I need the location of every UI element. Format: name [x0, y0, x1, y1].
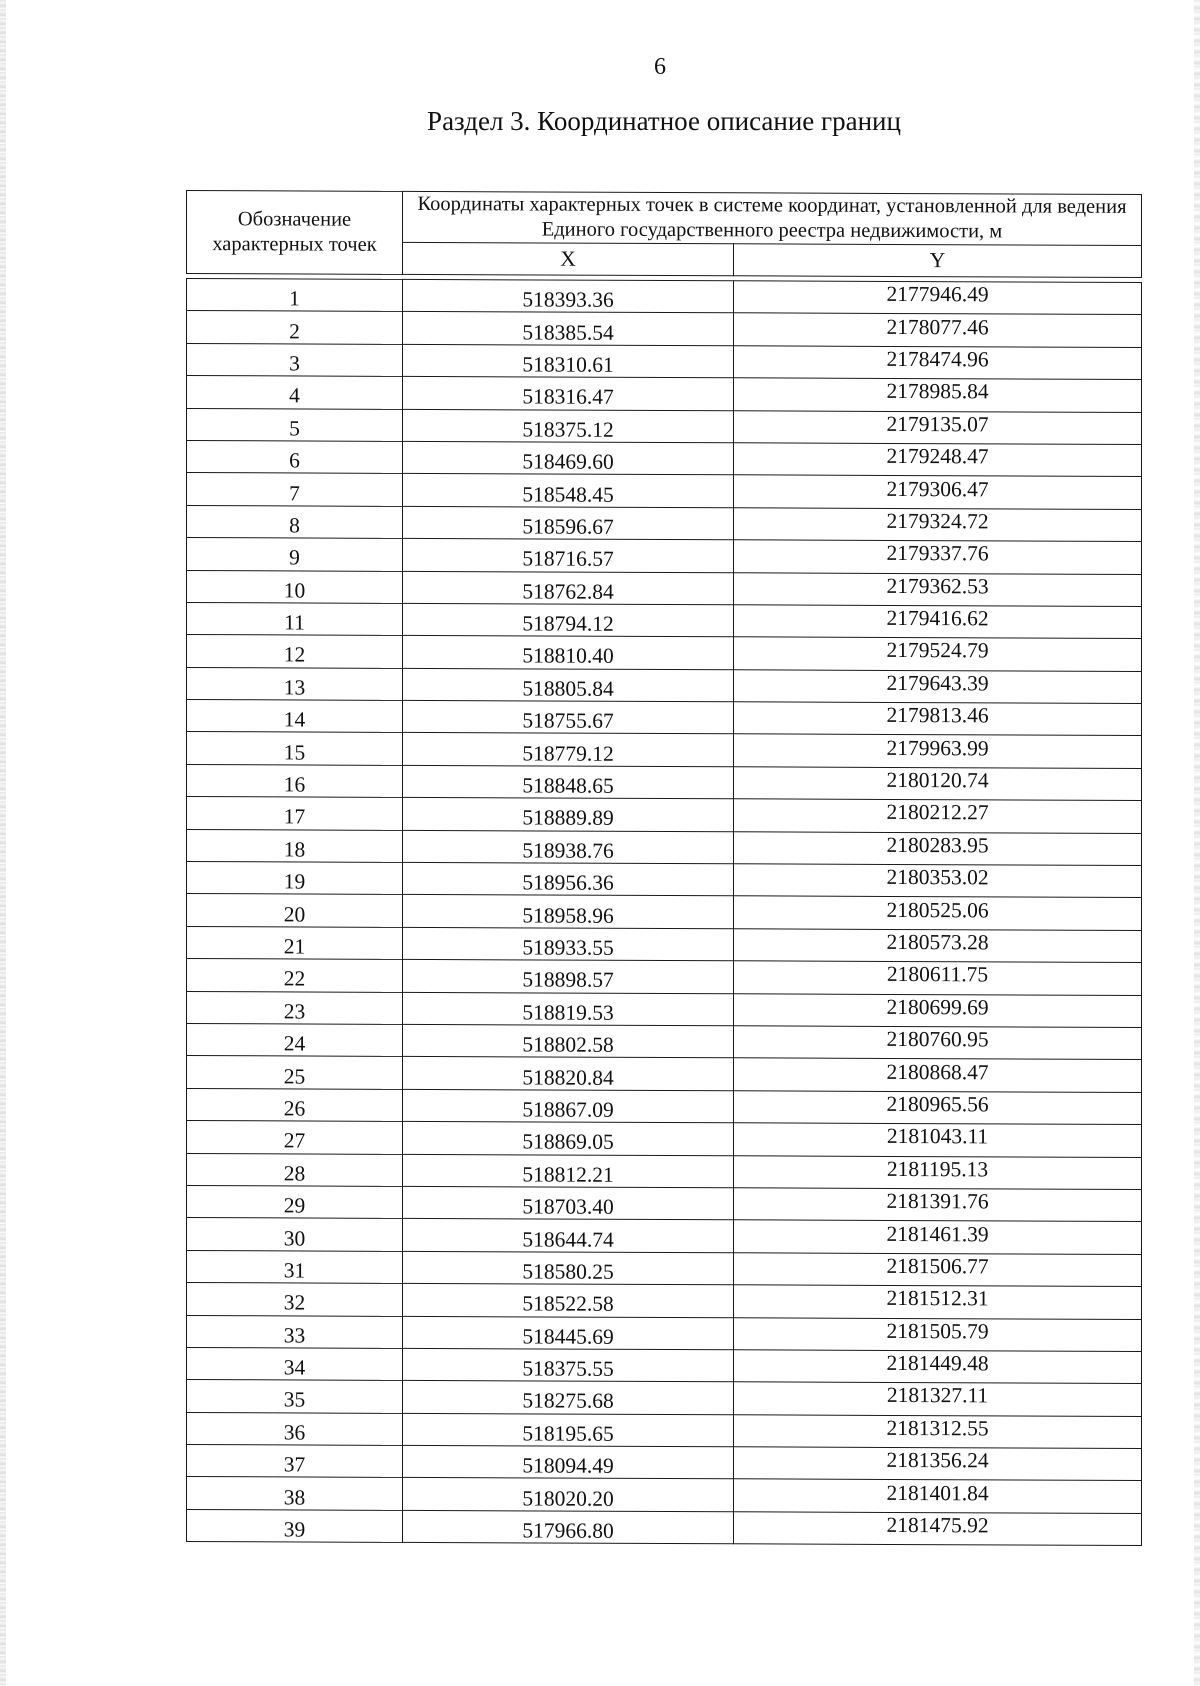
- point-number-cell: [187, 635, 403, 668]
- x-coordinate: 518445.69: [522, 1324, 614, 1349]
- table-row: [187, 376, 1142, 412]
- x-coordinate-cell: [403, 1057, 734, 1091]
- x-coordinate-cell: [403, 1348, 734, 1382]
- point-number-cell: [187, 1185, 403, 1218]
- point-number: 8: [289, 513, 300, 538]
- y-coordinate: 2179416.62: [886, 606, 989, 631]
- x-coordinate: 518522.58: [522, 1291, 614, 1317]
- y-coordinate: 2179362.53: [886, 573, 989, 599]
- x-coordinate-cell: [403, 1316, 734, 1350]
- point-number: 11: [284, 610, 305, 635]
- x-coordinate-cell: [403, 1122, 734, 1156]
- y-coordinate-cell: [734, 410, 1142, 444]
- table-row: [187, 991, 1142, 1027]
- point-number: 3: [289, 351, 300, 376]
- x-coordinate: 518810.40: [522, 643, 614, 669]
- y-coordinate: 2181449.48: [886, 1351, 989, 1376]
- y-coordinate-cell: [734, 443, 1142, 477]
- y-coordinate-cell: [734, 961, 1142, 995]
- x-coordinate-cell: [403, 733, 734, 767]
- x-coordinate: 518869.05: [522, 1129, 614, 1155]
- x-coordinate-cell: [403, 603, 734, 637]
- y-coordinate: 2181506.77: [886, 1253, 989, 1279]
- x-coordinate-cell: [403, 927, 734, 961]
- table-row: [187, 1088, 1142, 1124]
- y-coordinate: 2181043.11: [886, 1124, 989, 1149]
- point-number-cell: [187, 1218, 403, 1251]
- x-coordinate-cell: [403, 1154, 734, 1188]
- y-coordinate-cell: [734, 346, 1142, 380]
- point-number-cell: [187, 343, 403, 376]
- y-coordinate-cell: [734, 281, 1142, 315]
- y-coordinate-cell: [734, 799, 1142, 833]
- x-coordinate-cell: [403, 862, 734, 896]
- point-number: 20: [283, 902, 306, 927]
- point-number: 27: [283, 1128, 306, 1153]
- x-coordinate-cell: [403, 830, 734, 864]
- x-coordinate: 518375.12: [522, 417, 614, 442]
- x-coordinate: 518889.89: [522, 805, 614, 831]
- point-number: 17: [283, 804, 306, 829]
- y-coordinate-cell: [734, 475, 1142, 509]
- y-coordinate: 2180212.27: [886, 800, 989, 825]
- x-coordinate-cell: [403, 992, 734, 1026]
- y-coordinate-cell: [734, 508, 1142, 542]
- x-coordinate: 517966.80: [522, 1518, 614, 1543]
- y-coordinate-cell: [734, 1317, 1142, 1351]
- y-coordinate: 2180120.74: [886, 767, 989, 793]
- x-coordinate-cell: [403, 377, 734, 411]
- point-number-cell: [187, 764, 403, 797]
- coordinates-table: [186, 190, 1142, 1546]
- x-coordinate-cell: [403, 960, 734, 994]
- y-coordinate: 2181505.79: [886, 1318, 989, 1344]
- y-coordinate-cell: [734, 1091, 1142, 1125]
- y-coordinate-cell: [734, 605, 1142, 639]
- point-number: 19: [283, 869, 306, 894]
- y-coordinate: 2180525.06: [886, 897, 989, 922]
- y-coordinate: 2180965.56: [886, 1091, 989, 1117]
- y-coordinate: 2178077.46: [886, 314, 989, 339]
- y-coordinate-cell: [734, 1220, 1142, 1254]
- y-coordinate: 2180573.28: [886, 929, 989, 955]
- x-coordinate: 518385.54: [522, 319, 614, 345]
- y-coordinate-cell: [734, 1123, 1142, 1157]
- y-coordinate-cell: [734, 313, 1142, 347]
- x-coordinate: 518794.12: [522, 611, 614, 636]
- point-number-cell: [187, 1283, 403, 1316]
- x-coordinate-cell: [403, 1219, 734, 1253]
- y-coordinate-cell: [734, 702, 1142, 736]
- point-number-cell: [187, 1315, 403, 1348]
- x-coordinate-cell: [403, 441, 734, 475]
- x-coordinate: 518762.84: [522, 579, 614, 604]
- x-coordinate-cell: [403, 1510, 734, 1544]
- y-coordinate: 2180283.95: [886, 832, 989, 858]
- point-number-cell: [187, 1509, 403, 1542]
- y-coordinate: 2181327.11: [886, 1383, 989, 1408]
- point-number-cell: [187, 894, 403, 927]
- y-coordinate-cell: [734, 1058, 1142, 1092]
- table-row: [187, 1477, 1142, 1513]
- x-coordinate: 518094.49: [522, 1453, 614, 1479]
- table-row: [187, 764, 1142, 800]
- point-number: 16: [283, 772, 306, 797]
- y-coordinate: 2177946.49: [886, 282, 989, 307]
- point-number: 18: [283, 837, 306, 862]
- x-coordinate-cell: [403, 1445, 734, 1479]
- point-number: 12: [283, 642, 306, 667]
- point-number: 28: [283, 1161, 306, 1186]
- point-number-cell: [187, 926, 403, 959]
- scan-edge-right: [1194, 0, 1200, 1686]
- y-coordinate: 2181312.55: [886, 1415, 989, 1441]
- table-row: [187, 440, 1142, 476]
- x-coordinate-cell: [403, 312, 734, 346]
- point-number: 25: [283, 1063, 306, 1089]
- x-coordinate: 518548.45: [522, 481, 614, 507]
- y-coordinate-cell: [734, 1414, 1142, 1448]
- y-coordinate: 2178985.84: [886, 379, 989, 404]
- x-coordinate-cell: [403, 765, 734, 799]
- table-row: [187, 570, 1142, 606]
- y-coordinate: 2180868.47: [886, 1059, 989, 1084]
- y-coordinate: 2179643.39: [886, 670, 989, 696]
- table-row: [187, 829, 1142, 865]
- point-number: 36: [283, 1420, 306, 1445]
- y-coordinate: 2178474.96: [886, 346, 989, 372]
- x-coordinate: 518779.12: [522, 741, 614, 766]
- y-coordinate-cell: [734, 572, 1142, 606]
- x-coordinate: 518020.20: [522, 1486, 614, 1511]
- x-coordinate-cell: [403, 344, 734, 378]
- y-coordinate-cell: [734, 1447, 1142, 1481]
- point-number-cell: [187, 440, 403, 473]
- y-coordinate-cell: [734, 1350, 1142, 1384]
- point-number-cell: [187, 1250, 403, 1283]
- y-coordinate: 2179248.47: [886, 444, 989, 469]
- y-coordinate-cell: [734, 864, 1142, 898]
- point-number: 35: [283, 1387, 306, 1412]
- point-number: 39: [283, 1517, 306, 1542]
- x-coordinate-cell: [403, 409, 734, 443]
- point-number: 9: [289, 545, 300, 570]
- point-number: 38: [283, 1485, 306, 1510]
- table-row: [187, 1315, 1142, 1351]
- y-coordinate-cell: [734, 896, 1142, 930]
- table-row: [187, 1347, 1142, 1383]
- section-title: Раздел 3. Координатное описание границ: [427, 106, 901, 136]
- y-coordinate-cell: [734, 1512, 1142, 1546]
- y-coordinate-cell: [734, 540, 1142, 574]
- point-number: 15: [283, 740, 306, 765]
- table-row: [187, 700, 1142, 736]
- table-row: [187, 473, 1142, 509]
- point-number: 23: [283, 999, 306, 1024]
- x-coordinate: 518703.40: [522, 1194, 614, 1219]
- x-coordinate: 518938.76: [522, 838, 614, 863]
- x-coordinate: 518375.55: [522, 1356, 614, 1381]
- y-coordinate: 2181356.24: [886, 1448, 989, 1473]
- x-coordinate: 518819.53: [522, 1000, 614, 1025]
- point-number: 5: [289, 416, 300, 441]
- y-coordinate-cell: [734, 734, 1142, 768]
- point-number-cell: [187, 732, 403, 765]
- y-coordinate-cell: [734, 1253, 1142, 1287]
- x-coordinate-cell: [403, 506, 734, 540]
- x-coordinate: 518958.96: [522, 903, 614, 928]
- table-row: [187, 926, 1142, 962]
- point-number-cell: [187, 667, 403, 700]
- x-coordinate: 518820.84: [522, 1064, 614, 1090]
- x-coordinate-cell: [403, 1413, 734, 1447]
- x-coordinate-cell: [403, 1478, 734, 1512]
- coordinates-table-wrap: [186, 190, 1141, 1546]
- point-number: 30: [283, 1225, 306, 1251]
- x-coordinate: 518275.68: [522, 1388, 614, 1414]
- point-number-cell: [187, 1380, 403, 1413]
- y-coordinate-cell: [734, 1479, 1142, 1513]
- point-number: 31: [283, 1258, 306, 1283]
- x-coordinate: 518316.47: [522, 384, 614, 410]
- x-coordinate-cell: [403, 1381, 734, 1415]
- y-coordinate-cell: [734, 378, 1142, 412]
- x-coordinate: 518956.36: [522, 870, 614, 896]
- y-coordinate-cell: [734, 1285, 1142, 1319]
- y-coordinate: 2180611.75: [886, 962, 989, 987]
- y-coordinate: 2179813.46: [886, 703, 989, 728]
- table-row: [187, 1250, 1142, 1286]
- point-number-cell: [187, 797, 403, 830]
- point-number-cell: [187, 1445, 403, 1478]
- x-coordinate-cell: [403, 668, 734, 702]
- table-row: [187, 505, 1142, 541]
- x-coordinate: 518933.55: [522, 935, 614, 960]
- y-coordinate-cell: [734, 1026, 1142, 1060]
- table-row: [187, 862, 1142, 898]
- header-x: X: [403, 242, 734, 275]
- point-number: 4: [289, 383, 300, 408]
- x-coordinate: 518812.21: [522, 1162, 614, 1187]
- table-row: [187, 797, 1142, 833]
- x-coordinate-cell: [403, 1284, 734, 1318]
- x-coordinate-cell: [403, 279, 734, 313]
- point-number-cell: [187, 1347, 403, 1380]
- point-number-cell: [187, 991, 403, 1024]
- coordinates-table-body: [187, 279, 1142, 1546]
- table-row: [187, 732, 1142, 768]
- y-coordinate: 2181475.92: [886, 1512, 989, 1538]
- y-coordinate-cell: [734, 831, 1142, 865]
- table-row: [187, 1218, 1142, 1254]
- header-coordinates: Координаты характерных точек в системе координат, установленной для ведения Единого государственного реестра недвижимости, м: [403, 191, 1142, 245]
- x-coordinate: 518898.57: [522, 967, 614, 993]
- y-coordinate: 2180760.95: [886, 1027, 989, 1052]
- table-row: [187, 959, 1142, 995]
- y-coordinate-cell: [734, 1382, 1142, 1416]
- point-number: 29: [283, 1193, 306, 1218]
- point-number-cell: [187, 311, 403, 344]
- point-number-cell: [187, 1121, 403, 1154]
- x-coordinate: 518805.84: [522, 676, 614, 701]
- y-coordinate: 2179306.47: [886, 476, 989, 501]
- point-number: 34: [283, 1355, 306, 1380]
- x-coordinate: 518393.36: [522, 287, 614, 312]
- y-coordinate: 2179337.76: [886, 541, 989, 566]
- table-row: [187, 667, 1142, 703]
- point-number-cell: [187, 959, 403, 992]
- y-coordinate-cell: [734, 1188, 1142, 1222]
- point-number: 14: [283, 707, 306, 732]
- point-number-cell: [187, 829, 403, 862]
- y-coordinate: 2181512.31: [886, 1286, 989, 1311]
- y-coordinate: 2181391.76: [886, 1189, 989, 1214]
- header-point-designation: Обозначение характерных точек: [187, 191, 403, 275]
- point-number: 37: [283, 1452, 306, 1477]
- x-coordinate-cell: [403, 1024, 734, 1058]
- x-coordinate: 518867.09: [522, 1097, 614, 1122]
- x-coordinate: 518469.60: [522, 449, 614, 474]
- y-coordinate-cell: [734, 767, 1142, 801]
- table-row: [187, 311, 1142, 347]
- table-row: [187, 1121, 1142, 1157]
- y-coordinate: 2179135.07: [886, 411, 989, 437]
- point-number-cell: [187, 473, 403, 506]
- table-row: [187, 1153, 1142, 1189]
- point-number: 7: [289, 480, 300, 506]
- x-coordinate-cell: [403, 1251, 734, 1285]
- x-coordinate: 518596.67: [522, 514, 614, 539]
- point-number-cell: [187, 1153, 403, 1186]
- x-coordinate: 518310.61: [522, 352, 614, 377]
- point-number: 1: [289, 286, 300, 311]
- point-number-cell: [187, 862, 403, 895]
- table-row: [187, 894, 1142, 930]
- table-row: [187, 1509, 1142, 1545]
- point-number-cell: [187, 1477, 403, 1510]
- table-row: [187, 408, 1142, 444]
- x-coordinate: 518716.57: [522, 546, 614, 572]
- y-coordinate-cell: [734, 1155, 1142, 1189]
- point-number-cell: [187, 700, 403, 733]
- x-coordinate: 518802.58: [522, 1032, 614, 1057]
- y-coordinate: 2179963.99: [886, 735, 989, 761]
- x-coordinate: 518195.65: [522, 1421, 614, 1446]
- point-number: 2: [289, 319, 300, 344]
- table-row: [187, 635, 1142, 671]
- point-number-cell: [187, 1088, 403, 1121]
- point-number-cell: [187, 1412, 403, 1445]
- table-row: [187, 343, 1142, 379]
- y-coordinate: 2180699.69: [886, 994, 989, 1020]
- table-row: [187, 1185, 1142, 1221]
- x-coordinate-cell: [403, 1089, 734, 1123]
- y-coordinate: 2181461.39: [886, 1221, 989, 1246]
- point-number: 22: [283, 966, 306, 991]
- table-row: [187, 538, 1142, 574]
- point-number-cell: [187, 602, 403, 635]
- table-row: [187, 279, 1142, 315]
- point-number: 26: [283, 1096, 306, 1121]
- point-number-cell: [187, 1023, 403, 1056]
- header-y: Y: [734, 244, 1142, 278]
- y-coordinate: 2179524.79: [886, 638, 989, 663]
- y-coordinate-cell: [734, 993, 1142, 1027]
- point-number: 21: [283, 934, 306, 959]
- table-row: [187, 602, 1142, 638]
- point-number-cell: [187, 376, 403, 409]
- x-coordinate-cell: [403, 700, 734, 734]
- table-row: [187, 1380, 1142, 1416]
- point-number-cell: [187, 279, 403, 312]
- table-row: [187, 1283, 1142, 1319]
- point-number-cell: [187, 570, 403, 603]
- x-coordinate-cell: [403, 895, 734, 929]
- point-number-cell: [187, 538, 403, 571]
- y-coordinate-cell: [734, 637, 1142, 671]
- y-coordinate: 2180353.02: [886, 865, 989, 890]
- point-number-cell: [187, 408, 403, 441]
- x-coordinate: 518580.25: [522, 1259, 614, 1284]
- x-coordinate-cell: [403, 539, 734, 573]
- point-number: 13: [283, 675, 306, 700]
- point-number: 24: [283, 1031, 306, 1056]
- y-coordinate: 2179324.72: [886, 508, 989, 534]
- scan-edge-left: [0, 0, 6, 1686]
- point-number: 6: [289, 448, 300, 473]
- x-coordinate-cell: [403, 571, 734, 605]
- y-coordinate: 2181401.84: [886, 1480, 989, 1506]
- point-number: 10: [283, 578, 306, 603]
- x-coordinate-cell: [403, 798, 734, 832]
- table-row: [187, 1056, 1142, 1092]
- table-row: [187, 1412, 1142, 1448]
- y-coordinate-cell: [734, 669, 1142, 703]
- y-coordinate-cell: [734, 929, 1142, 963]
- point-number: 33: [283, 1323, 306, 1348]
- x-coordinate: 518755.67: [522, 708, 614, 734]
- point-number: 32: [283, 1290, 306, 1315]
- table-row: [187, 1445, 1142, 1481]
- x-coordinate: 518644.74: [522, 1226, 614, 1252]
- x-coordinate-cell: [403, 1186, 734, 1220]
- x-coordinate: 518848.65: [522, 773, 614, 798]
- point-number-cell: [187, 1056, 403, 1089]
- x-coordinate-cell: [403, 636, 734, 670]
- point-number-cell: [187, 505, 403, 538]
- y-coordinate: 2181195.13: [886, 1156, 989, 1182]
- page-number: 6: [654, 54, 666, 80]
- table-row: [187, 1023, 1142, 1059]
- x-coordinate-cell: [403, 474, 734, 508]
